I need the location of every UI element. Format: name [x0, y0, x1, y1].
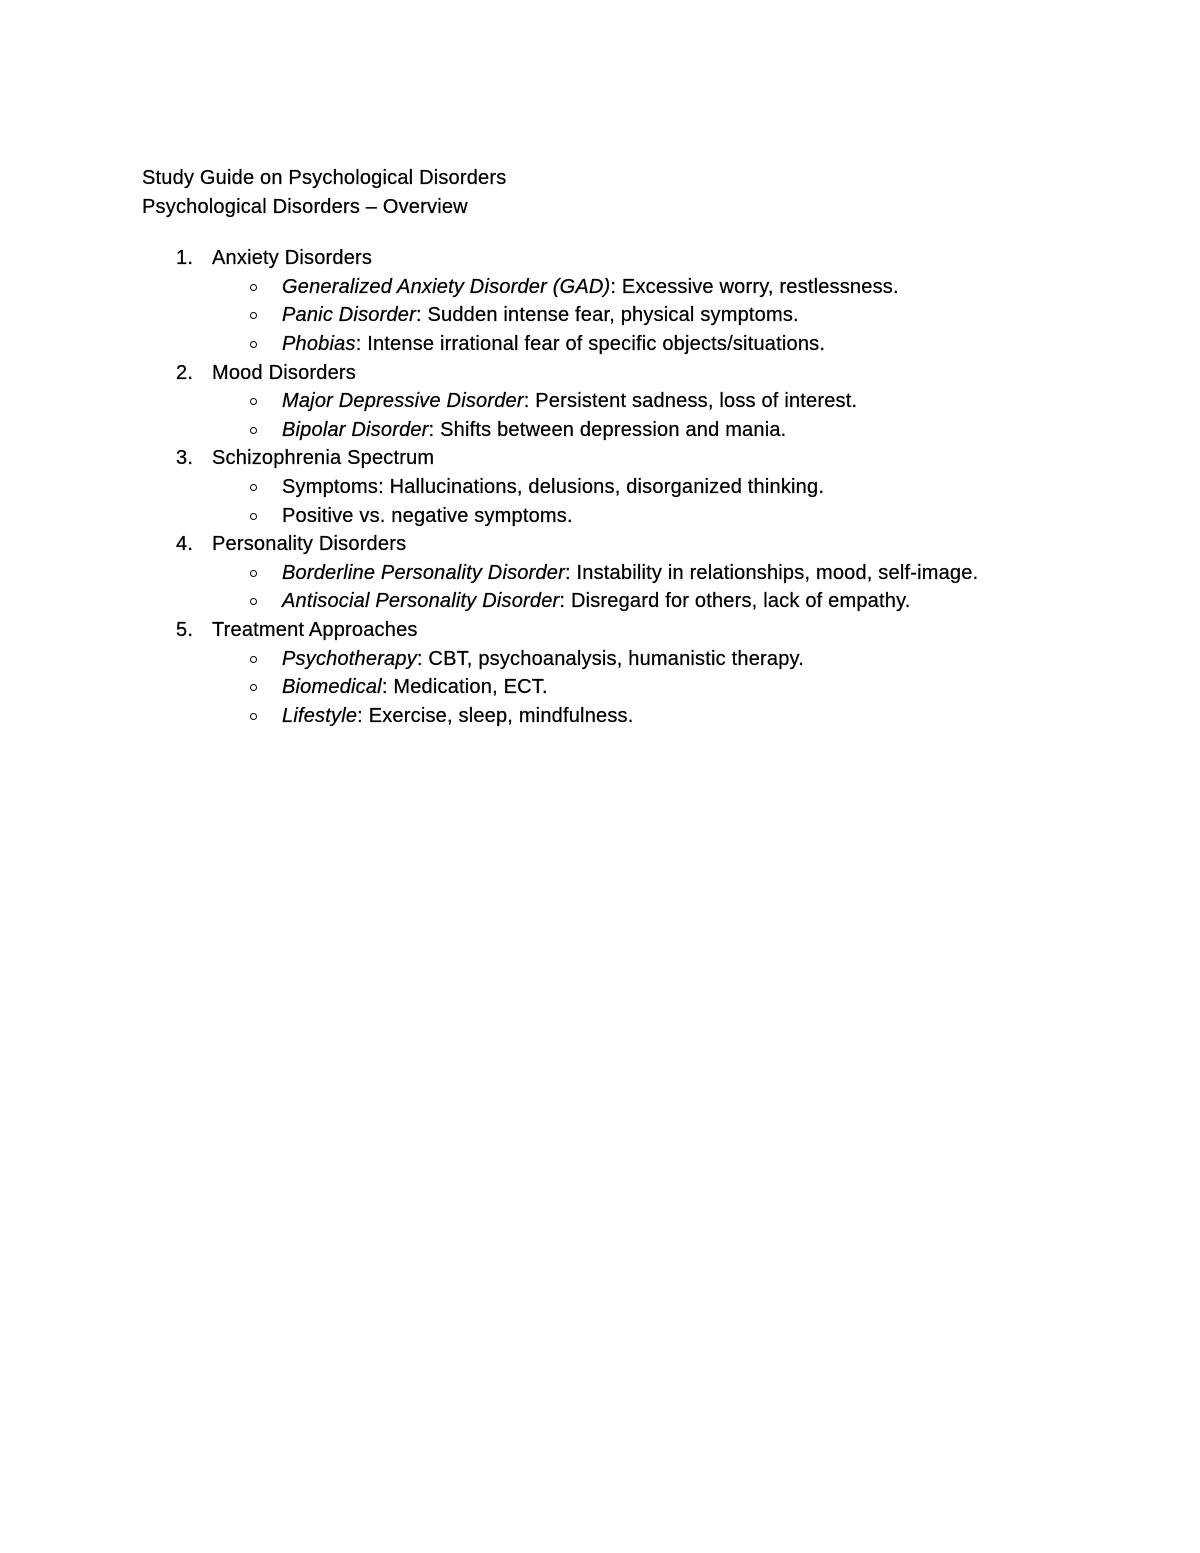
list-item — [248, 273, 1142, 302]
item-description: Persistent sadness, loss of interest. — [529, 390, 858, 413]
list-item — [248, 387, 1142, 416]
section-number: 4. — [176, 533, 194, 556]
item-description: Excessive worry, restlessness. — [616, 275, 899, 298]
item-description: Shifts between depression and mania. — [434, 418, 787, 441]
item-separator: : — [357, 704, 363, 727]
hollow-circle-bullet-icon — [248, 387, 282, 416]
item-separator: : — [416, 647, 423, 670]
item-separator: : — [381, 676, 388, 699]
item-term: Bipolar Disorder — [282, 418, 429, 441]
hollow-circle-bullet-icon — [248, 502, 282, 531]
item-description: CBT, psychoanalysis, humanistic therapy. — [422, 647, 804, 670]
item-term: Biomedical — [282, 676, 382, 699]
section-title: Personality Disorders — [212, 533, 407, 556]
item-separator: : — [523, 390, 530, 413]
item-term: Lifestyle — [282, 704, 358, 727]
item-description: Medication, ECT. — [387, 676, 548, 699]
item-term: Panic Disorder — [282, 304, 416, 327]
section-title: Anxiety Disorders — [212, 247, 373, 270]
section-number: 3. — [176, 447, 194, 470]
section-heading — [176, 444, 1142, 473]
list-item — [248, 473, 1142, 502]
section-title: Schizophrenia Spectrum — [212, 447, 435, 470]
hollow-circle-bullet-icon — [248, 645, 282, 674]
item-description: Intense irrational fear of specific objects/situations. — [361, 332, 826, 355]
list-item — [248, 330, 1142, 359]
section-number: 2. — [176, 361, 194, 384]
item-separator: : — [565, 561, 571, 584]
document-page — [142, 164, 1142, 730]
item-description: Symptoms: Hallucinations, delusions, disorganized thinking. — [282, 475, 825, 498]
section-title: Mood Disorders — [212, 361, 356, 384]
document-title: Study Guide on Psychological Disorders — [142, 167, 507, 189]
hollow-circle-bullet-icon — [248, 273, 282, 302]
hollow-circle-bullet-icon — [248, 559, 282, 588]
list-item — [248, 416, 1142, 445]
item-separator: : — [428, 418, 435, 441]
item-separator: : — [355, 332, 362, 355]
item-term: Generalized Anxiety Disorder (GAD) — [282, 275, 611, 298]
hollow-circle-bullet-icon — [248, 416, 282, 445]
item-term: Phobias — [282, 332, 356, 355]
item-description: Sudden intense fear, physical symptoms. — [421, 304, 799, 327]
section-heading — [176, 359, 1142, 388]
section-heading — [176, 530, 1142, 559]
hollow-circle-bullet-icon — [248, 702, 282, 731]
list-item — [248, 587, 1142, 616]
item-separator: : — [559, 590, 566, 613]
item-description: Instability in relationships, mood, self-image. — [570, 561, 979, 584]
section-number: 5. — [176, 618, 194, 641]
spacer — [142, 221, 1142, 244]
hollow-circle-bullet-icon — [248, 673, 282, 702]
section-heading — [176, 616, 1142, 645]
document-subtitle: Psychological Disorders – Overview — [142, 195, 468, 218]
list-item — [248, 559, 1142, 588]
item-term: Borderline Personality Disorder — [282, 561, 565, 584]
item-description: Exercise, sleep, mindfulness. — [362, 704, 634, 727]
item-separator: : — [610, 275, 617, 298]
item-term: Major Depressive Disorder — [282, 390, 524, 413]
hollow-circle-bullet-icon — [248, 587, 282, 616]
hollow-circle-bullet-icon — [248, 473, 282, 502]
list-item — [248, 702, 1142, 731]
item-description: Positive vs. negative symptoms. — [282, 504, 573, 527]
section-number: 1. — [176, 247, 194, 270]
item-term: Psychotherapy — [282, 647, 417, 670]
item-description: Disregard for others, lack of empathy. — [565, 590, 911, 613]
hollow-circle-bullet-icon — [248, 301, 282, 330]
list-item — [248, 502, 1142, 531]
section-heading — [176, 244, 1142, 273]
section-title: Treatment Approaches — [212, 618, 418, 641]
item-separator: : — [415, 304, 422, 327]
list-item — [248, 673, 1142, 702]
list-item — [248, 301, 1142, 330]
hollow-circle-bullet-icon — [248, 330, 282, 359]
item-term: Antisocial Personality Disorder — [282, 590, 560, 613]
list-item — [248, 645, 1142, 674]
